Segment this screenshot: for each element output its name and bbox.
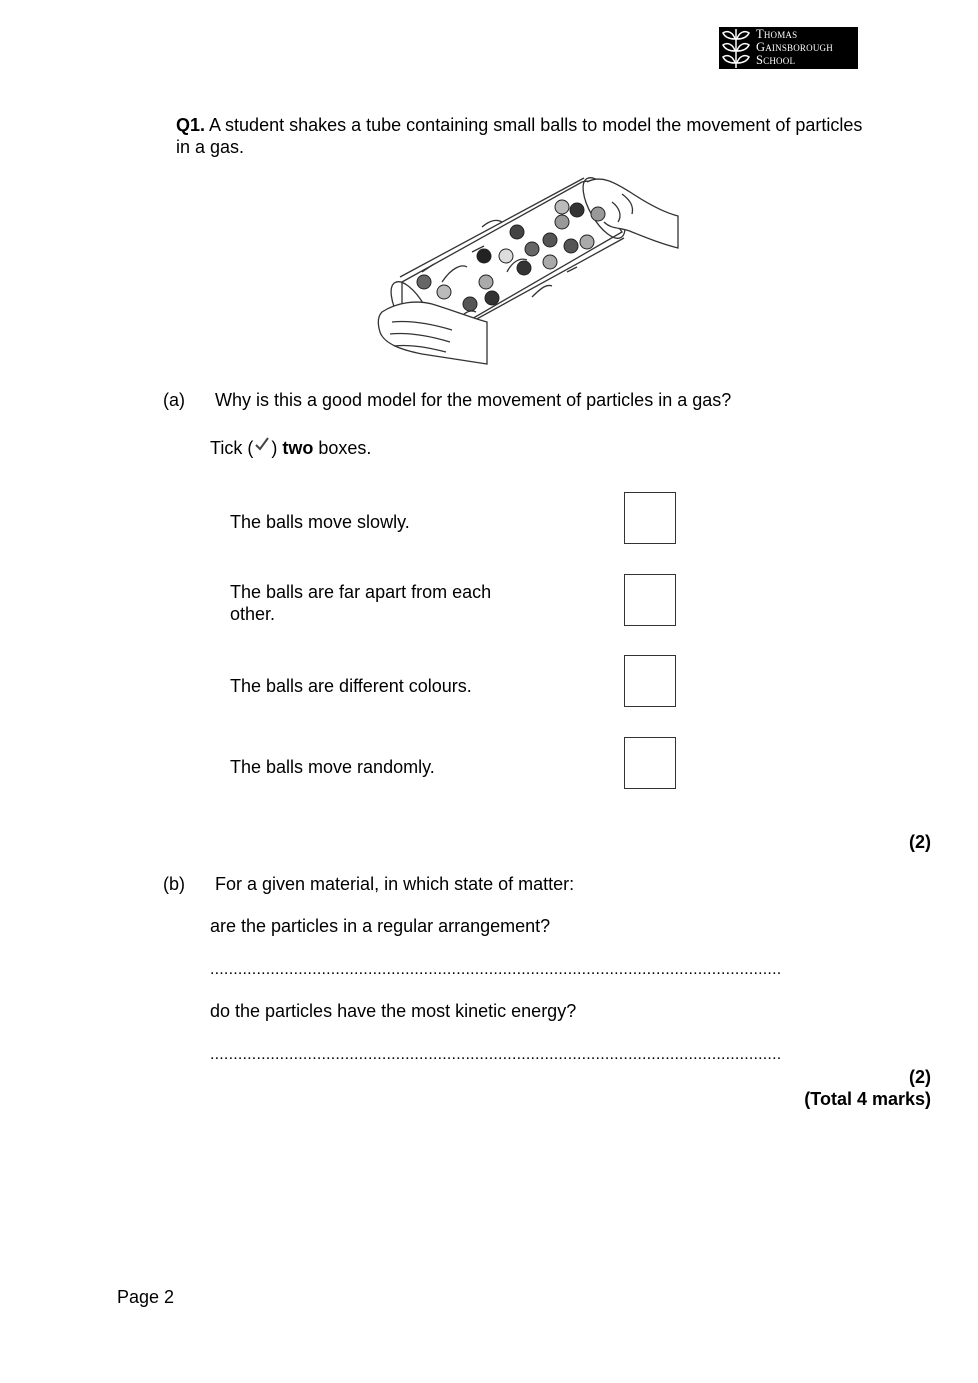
answer-line-2[interactable]: ...........................................................................................................................: [210, 1046, 782, 1063]
option-2-text: The balls are far apart from each other.: [230, 582, 492, 624]
tick-end: boxes.: [318, 438, 372, 458]
option-1-checkbox[interactable]: [624, 492, 676, 544]
part-b-marks: (2): [909, 1067, 931, 1087]
logo-line-2: Gainsborough: [756, 40, 833, 54]
sub-question-2: do the particles have the most kinetic energy?: [210, 1001, 577, 1021]
sub-question-1: are the particles in a regular arrangement?: [210, 916, 551, 936]
option-2-checkbox[interactable]: [624, 574, 676, 626]
tick-instruction: [210, 436, 371, 459]
part-a-question: Why is this a good model for the movement of particles in a gas?: [215, 390, 732, 410]
tick-icon: [254, 436, 270, 452]
tube-with-balls-illustration: [372, 172, 682, 368]
page-number: Page 2: [117, 1287, 175, 1307]
tick-prefix: Tick (: [210, 438, 254, 458]
part-b-label: (b): [163, 874, 185, 894]
option-3-checkbox[interactable]: [624, 655, 676, 707]
part-b-question: For a given material, in which state of matter:: [215, 874, 575, 894]
option-3-text: The balls are different colours.: [230, 676, 472, 696]
tick-count: two: [282, 438, 314, 458]
logo-line-3: School: [756, 53, 796, 67]
option-4-checkbox[interactable]: [624, 737, 676, 789]
total-marks: (Total 4 marks): [804, 1089, 931, 1109]
tick-suffix: ): [271, 438, 278, 458]
leaf-logo-icon: [719, 27, 755, 69]
school-logo: [719, 27, 858, 69]
option-4-text: The balls move randomly.: [230, 757, 435, 777]
logo-line-1: Thomas: [756, 27, 798, 41]
part-a-marks: (2): [909, 832, 931, 852]
option-1-text: The balls move slowly.: [230, 512, 410, 532]
question-intro: [176, 114, 876, 158]
question-number: Q1.: [176, 115, 206, 135]
question-text: A student shakes a tube containing small balls to model the movement of particles in a gas.: [176, 115, 863, 157]
answer-line-1[interactable]: ...........................................................................................................................: [210, 961, 782, 978]
part-a-label: (a): [163, 390, 185, 410]
